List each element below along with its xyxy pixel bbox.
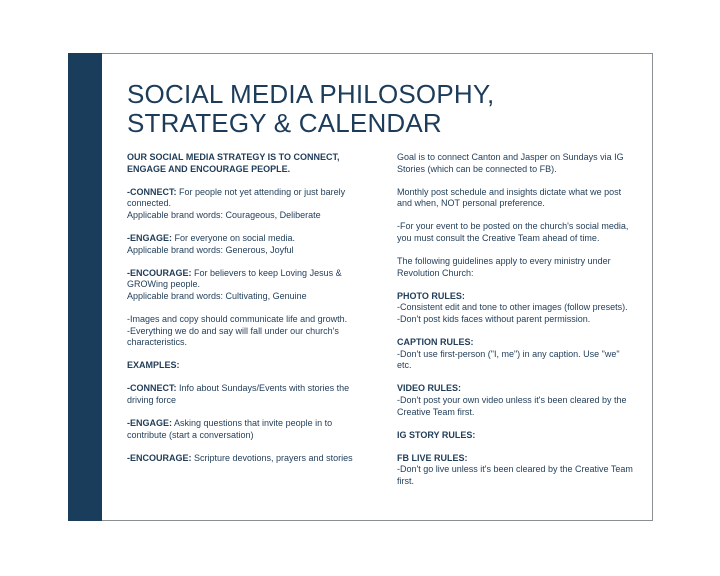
- example-encourage-text: Scripture devotions, prayers and stories: [191, 452, 353, 463]
- encourage-definition: [127, 268, 357, 291]
- caption-rule-1: -Don't use first-person ("I, me") in any caption. Use "we" etc.: [397, 348, 620, 371]
- right-column: [397, 152, 633, 487]
- connect-label: -CONNECT:: [127, 186, 177, 197]
- engage-text: For everyone on social media.: [172, 232, 296, 243]
- fb-live-rules-heading: FB LIVE RULES:: [397, 452, 468, 463]
- strategy-intro: OUR SOCIAL MEDIA STRATEGY IS TO CONNECT, ENGAGE AND ENCOURAGE PEOPLE.: [127, 152, 340, 174]
- example-encourage: [127, 453, 357, 465]
- example-connect: [127, 383, 357, 406]
- event-text: -For your event to be posted on the church's social media, you must consult the Creative Team ahead of time.: [397, 221, 629, 243]
- photo-rule-1: -Consistent edit and tone to other images (follow presets).: [397, 302, 628, 313]
- guidelines-text: The following guidelines apply to every ministry under Revolution Church:: [397, 256, 611, 278]
- photo-rule-2: -Don't post kids faces without parent permission.: [397, 313, 591, 324]
- example-engage-text: Asking questions that invite people in to contribute (start a conversation): [127, 418, 333, 440]
- engage-brand-words: Applicable brand words: Generous, Joyful: [127, 244, 294, 255]
- example-connect-label: -CONNECT:: [127, 383, 177, 394]
- video-rules-heading: VIDEO RULES:: [397, 383, 462, 394]
- goal-text: Goal is to connect Canton and Jasper on Sundays via IG Stories (which can be connected to FB).: [397, 152, 624, 174]
- photo-rules-heading: PHOTO RULES:: [397, 290, 465, 301]
- engage-label: -ENGAGE:: [127, 232, 172, 243]
- fb-live-rule-1: -Don't go live unless it's been cleared by the Creative Team first.: [397, 464, 633, 486]
- encourage-label: -ENCOURAGE:: [127, 267, 192, 278]
- connect-text: For people not yet attending or just barely connected.: [127, 186, 346, 209]
- example-engage: [127, 418, 357, 441]
- example-engage-label: -ENGAGE:: [127, 418, 172, 428]
- left-column: [127, 152, 357, 464]
- examples-heading: EXAMPLES:: [127, 360, 180, 371]
- connect-brand-words: Applicable brand words: Courageous, Deliberate: [127, 209, 321, 220]
- video-rule-1: -Don't post your own video unless it's been cleared by the Creative Team first.: [397, 394, 627, 417]
- engage-definition: [127, 233, 357, 245]
- monthly-text: Monthly post schedule and insights dictate what we post and when, NOT personal preference.: [397, 186, 622, 209]
- side-accent-bar: [68, 53, 102, 521]
- page-title: SOCIAL MEDIA PHILOSOPHY, STRATEGY & CALENDAR: [127, 79, 495, 138]
- example-connect-text: Info about Sundays/Events with stories the driving force: [127, 383, 350, 405]
- images-guideline: -Images and copy should communicate life and growth.: [127, 313, 348, 324]
- connect-definition: [127, 187, 357, 210]
- characteristics-guideline: -Everything we do and say will fall under our church's characteristics.: [127, 325, 339, 348]
- encourage-brand-words: Applicable brand words: Cultivating, Genuine: [127, 290, 307, 301]
- ig-story-rules-heading: IG STORY RULES:: [397, 429, 476, 440]
- caption-rules-heading: CAPTION RULES:: [397, 337, 474, 348]
- encourage-text: For believers to keep Loving Jesus & GROWing people.: [127, 267, 342, 290]
- example-encourage-label: -ENCOURAGE:: [127, 452, 192, 463]
